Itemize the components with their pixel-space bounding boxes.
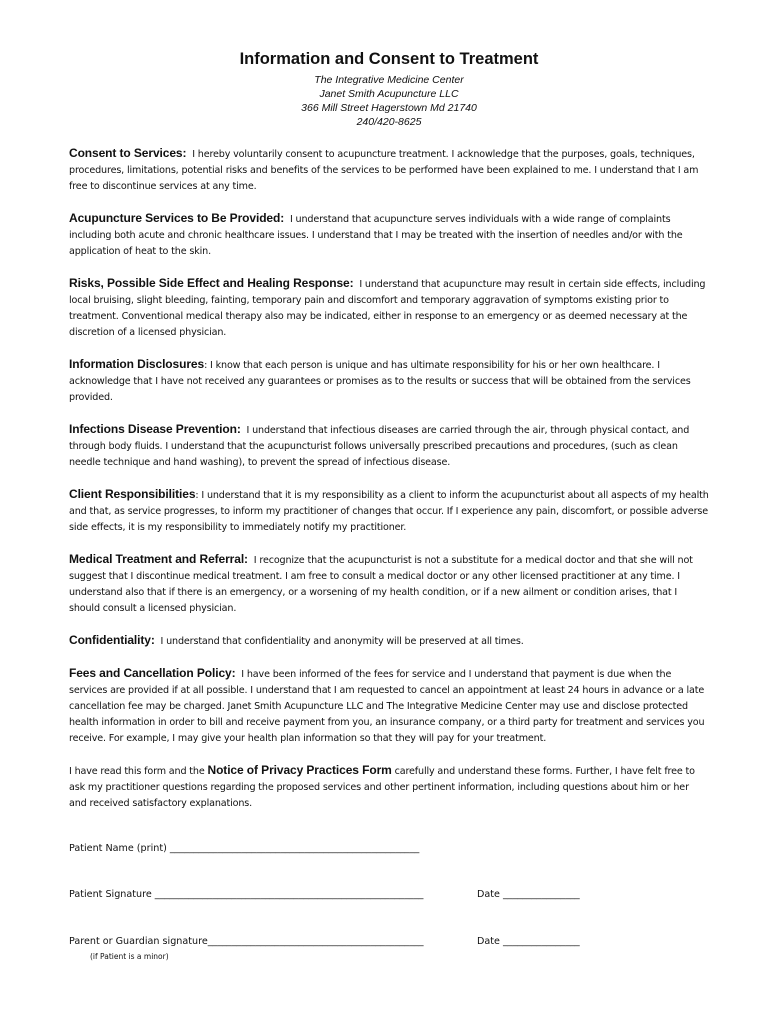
section-body: I understand that acupuncture may result in certain side effects, including local bruising, slight bleeding, fainting, temporary pain and discomfort and temporary aggravation of symptoms existing prior to treatment. Conventional medical therapy also may be indicated, either in response to an emergency or as deemed necessary at the discretion of a licensed physician. xyxy=(69,279,706,338)
section-body: I recognize that the acupuncturist is not a substitute for a medical doctor and that she will not suggest that I discontinue medical treatment. I am free to consult a medical doctor or any other licensed practitioner at any time. I understand also that if there is an emergency, or a worsening of my health condition, or if a new ailment or condition arises, that I should consult a licensed physician. xyxy=(69,555,693,614)
section-heading: Information Disclosures xyxy=(69,357,205,371)
section-heading: Consent to Services: xyxy=(69,146,187,160)
acknowledgement xyxy=(69,762,709,812)
privacy-form-title: Notice of Privacy Practices Form xyxy=(207,763,392,777)
org-name: The Integrative Medicine Center xyxy=(314,74,464,86)
section-referral xyxy=(69,551,709,617)
section-confidentiality xyxy=(69,632,709,650)
phone: 240/420-8625 xyxy=(356,116,422,128)
section-heading: Risks, Possible Side Effect and Healing Response: xyxy=(69,276,354,290)
date-field[interactable]: Date ________________ xyxy=(477,889,580,900)
section-heading: Confidentiality: xyxy=(69,633,155,647)
signature-block xyxy=(69,840,709,970)
section-body: I have been informed of the fees for service and I understand that payment is due when the services are provided if at all possible. I understand that I am requested to cancel an appointment at least 24 hours in advance or a late cancellation fee may be charged. Janet Smith Acupuncture LLC and The Integrative Medicine Center may use and disclose protected health information in order to bill and receive payment from you, an insurance company, or a third party for treatment and services you receive. For example, I may give your health plan information so that they will pay for your treatment. xyxy=(69,669,705,744)
consent-form xyxy=(69,50,709,812)
section-services xyxy=(69,210,709,260)
guardian-signature-field[interactable]: Parent or Guardian signature_____________________________________________ xyxy=(69,936,424,947)
section-fees xyxy=(69,665,709,747)
section-body: : I know that each person is unique and has ultimate responsibility for his or her own healthcare. I acknowledge that I have not received any guarantees or promises as to the results or success that will be obtained from the services provided. xyxy=(69,360,691,403)
patient-signature-field[interactable]: Patient Signature ________________________________________________________ xyxy=(69,889,424,900)
section-heading: Fees and Cancellation Policy: xyxy=(69,666,236,680)
section-risks xyxy=(69,275,709,341)
section-disclosures xyxy=(69,356,709,406)
section-body: I understand that acupuncture serves individuals with a wide range of complaints including both acute and chronic healthcare issues. I understand that I may be treated with the insertion of needles and/or with the application of heat to the skin. xyxy=(69,214,683,257)
address: 366 Mill Street Hagerstown Md 21740 xyxy=(301,102,477,114)
section-heading: Acupuncture Services to Be Provided: xyxy=(69,211,285,225)
ack-text: I have read this form and the xyxy=(69,766,208,777)
minor-note: (if Patient is a minor) xyxy=(90,952,169,961)
section-infection xyxy=(69,421,709,471)
section-body: I understand that infectious diseases are carried through the air, through physical contact, and through body fluids. I understand that the acupuncturist follows universally prescribed precautions and procedures, (such as clean needle technique and hand washing), to prevent the spread of infectious disease. xyxy=(69,425,690,468)
section-heading: Infections Disease Prevention: xyxy=(69,422,241,436)
section-body: : I understand that it is my responsibility as a client to inform the acupuncturist about all aspects of my health and that, as service progresses, to inform my practitioner of changes that occur. If I experience any pain, discomfort, or possible adverse side effects, it is my responsibility to immediately notify my practitioner. xyxy=(69,490,709,533)
page-title: Information and Consent to Treatment xyxy=(239,50,539,68)
section-responsibilities xyxy=(69,486,709,536)
section-body: I hereby voluntarily consent to acupuncture treatment. I acknowledge that the purposes, goals, techniques, procedures, limitations, potential risks and benefits of the services to be performed have been explained to me. I understand that I am free to discontinue services at any time. xyxy=(69,149,699,192)
patient-name-field[interactable]: Patient Name (print) ____________________________________________________ xyxy=(69,843,420,854)
section-consent xyxy=(69,145,709,195)
guardian-date-field[interactable]: Date ________________ xyxy=(477,936,580,947)
section-heading: Medical Treatment and Referral: xyxy=(69,552,248,566)
practice-name: Janet Smith Acupuncture LLC xyxy=(319,88,459,100)
section-body: I understand that confidentiality and anonymity will be preserved at all times. xyxy=(160,636,524,647)
ack-text: carefully and understand these forms. Further, I have felt free to ask my practitioner questions regarding the proposed services and other pertinent information, including questions about him or her and received satisfactory explanations. xyxy=(69,766,695,809)
section-heading: Client Responsibilities xyxy=(69,487,196,501)
